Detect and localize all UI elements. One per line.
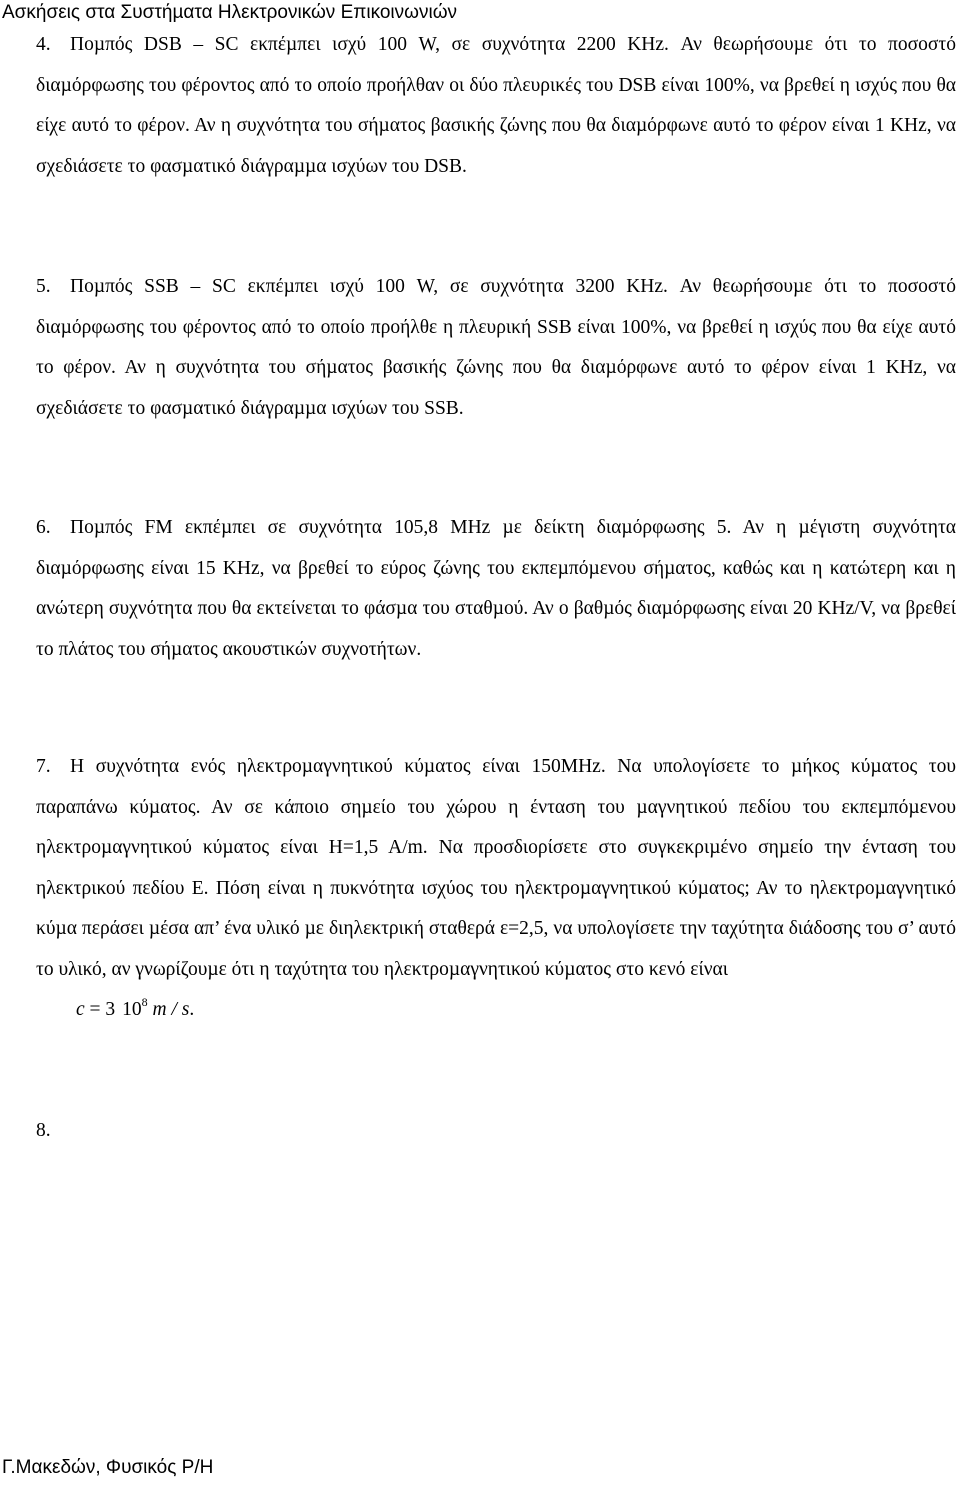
exercise-number: 7.: [36, 756, 51, 777]
exercise-number: 8.: [36, 1120, 51, 1141]
page-footer: Γ.Μακεδών, Φυσικός Ρ/Η: [2, 1457, 214, 1478]
exercise-6: [36, 508, 956, 670]
exercise-4: [36, 25, 956, 187]
exercise-number: 6.: [36, 517, 51, 538]
exercise-text: Ποµπός SSB – SC εκπέµπει ισχύ 100 W, σε συχνότητα 3200 KHz. Αν θεωρήσουµε ότι το ποσοστό διαµόρφωσης του φέροντος από το οποίο προήλθε η πλευρική SSB είναι 100%, να βρεθεί η ισχύς που θα είχε αυτό το φέρον. Αν η συχνότητα του σήµατος βασικής ζώνης που θα διαµόρφωνε αυτό το φέρον είναι 1 KHz, να σχεδιάσετε το φασµατικό διάγραµµα ισχύων του SSB.: [36, 276, 956, 419]
formula-lhs: c: [76, 999, 85, 1020]
formula-unit: m / s: [152, 999, 190, 1020]
exercise-number: 5.: [36, 276, 51, 297]
exercise-5: [36, 267, 956, 429]
formula-equals: =: [89, 999, 101, 1020]
exercise-text: Η συχνότητα ενός ηλεκτροµαγνητικού κύµατος είναι 150MHz. Να υπολογίσετε το µήκος κύµατος του παραπάνω κύµατος. Αν σε κάποιο σηµείο του χώρου η ένταση του µαγνητικού πεδίου του εκπεµπόµενου ηλεκτροµαγνητικού κύµατος είναι H=1,5 A/m. Να προσδιορίσετε στο συγκεκριµένο σηµείο την ένταση του ηλεκτρικού πεδίου E. Πόση είναι η πυκνότητα ισχύος του ηλεκτροµαγνητικού κύµατος; Αν το ηλεκτροµαγνητικό κύµα περάσει µέσα απ’ ένα υλικό µε διηλεκτρική σταθερά ε=2,5, να υπολογίσετε την ταχύτητα διάδοσης του σ’ αυτό το υλικό, αν γνωρίζουµε ότι η ταχύτητα του ηλεκτροµαγνητικού κύµατος στο κενό είναι: [36, 756, 956, 980]
exercise-number: 4.: [36, 34, 51, 55]
formula-coefficient: 3: [105, 999, 116, 1020]
formula-end: .: [189, 999, 195, 1020]
exercise-text: Ποµπός DSB – SC εκπέµπει ισχύ 100 W, σε συχνότητα 2200 KHz. Αν θεωρήσουµε ότι το ποσοστό διαµόρφωσης του φέροντος από το οποίο προήλθαν οι δύο πλευρικές του DSB είναι 100%, να βρεθεί η ισχύς που θα είχε αυτό το φέρον. Αν η συχνότητα του σήµατος βασικής ζώνης που θα διαµόρφωνε αυτό το φέρον είναι 1 KHz, να σχεδιάσετε το φασµατικό διάγραµµα ισχύων του DSB.: [36, 34, 956, 177]
page-header: Ασκήσεις στα Συστήµατα Ηλεκτρονικών Επικοινωνιών: [2, 2, 458, 23]
exercise-text: Ποµπός FM εκπέµπει σε συχνότητα 105,8 MHz µε δείκτη διαµόρφωσης 5. Αν η µέγιστη συχνότητα διαµόρφωσης είναι 15 KHz, να βρεθεί το εύρος ζώνης του εκπεµπόµενου σήµατος, καθώς και η κατώτερη και η ανώτερη συχνότητα που θα εκτείνεται το φάσµα του σταθµού. Αν ο βαθµός διαµόρφωσης είναι 20 KHz/V, να βρεθεί το πλάτος του σήµατος ακουστικών συχνοτήτων.: [36, 517, 956, 660]
formula-base: 10: [122, 999, 142, 1020]
exercise-8: [36, 1116, 51, 1146]
exercise-7: [36, 747, 956, 1031]
speed-of-light-formula: [76, 990, 194, 1031]
formula-exponent: 8: [141, 995, 148, 1009]
